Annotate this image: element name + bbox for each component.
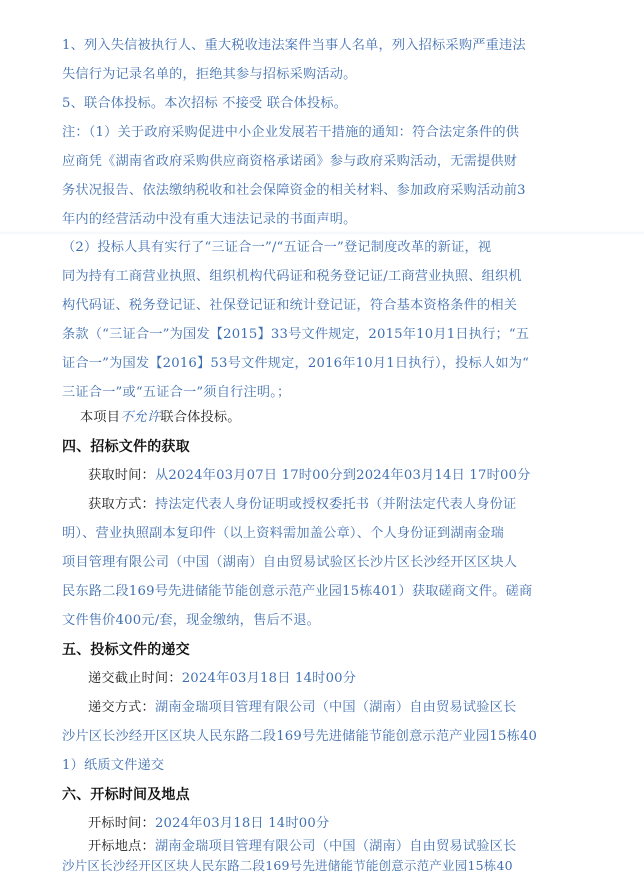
text-line: 民东路二段169号先进储能节能创意示范产业园15栋401）获取磋商文件。磋商 — [62, 584, 533, 599]
section-heading: 六、开标时间及地点 — [62, 787, 190, 803]
text-line — [88, 814, 644, 834]
text-line — [88, 669, 644, 689]
field-label: 递交方式： — [88, 700, 155, 715]
text-line: 条款（“三证合一”为国发【2015】33号文件规定，2015年10月1日执行；“五 — [62, 327, 530, 342]
field-value: 持法定代表人身份证明或授权委托书（并附法定代表人身份证 — [154, 497, 517, 512]
text-line: 证合一”为国发【2016】53号文件规定，2016年10月1日执行），投标人如为“ — [62, 356, 530, 371]
text-line — [88, 495, 644, 515]
field-value: 从2024年03月07日 17时00分到2024年03月14日 17时00分 — [154, 468, 531, 483]
section-heading: 五、投标文件的递交 — [62, 642, 190, 658]
section-heading: 四、招标文件的获取 — [62, 439, 190, 455]
field-label: 递交截止时间： — [88, 671, 182, 686]
field-value: 2024年03月18日 14时00分 — [181, 671, 357, 686]
field-label: 开标时间： — [88, 816, 155, 831]
text-line — [88, 837, 644, 857]
text-line: 失信行为记录名单的，拒绝其参与招标采购活动。 — [62, 67, 357, 82]
field-value: 湖南金瑞项目管理有限公司（中国（湖南）自由贸易试验区长 — [154, 839, 517, 854]
text-line: 1、列入失信被执行人、重大税收违法案件当事人名单，列入招标采购严重违法 — [62, 38, 526, 53]
text-line: 注：（1）关于政府采购促进中小企业发展若干措施的通知：符合法定条件的供 — [62, 125, 520, 140]
text-line — [88, 698, 644, 718]
text-line: 同为持有工商营业执照、组织机构代码证和税务登记证/工商营业执照、组织机 — [62, 269, 522, 284]
text-line — [80, 408, 644, 428]
text-line: 沙片区长沙经开区区块人民东路二段169号先进储能节能创意示范产业园15栋40 — [62, 729, 538, 744]
page-fold-divider — [0, 231, 644, 235]
text-line: 沙片区长沙经开区区块人民东路二段169号先进储能节能创意示范产业园15栋40 — [62, 858, 513, 873]
text-line: 1）纸质文件递交 — [62, 758, 165, 773]
text-line: 三证合一”或“五证合一”须自行注明。； — [62, 385, 291, 400]
line-suffix: 联合体投标。 — [160, 410, 241, 425]
text-line: 5、联合体投标。本次招标 不接受 联合体投标。 — [62, 96, 348, 111]
text-line: （2）投标人具有实行了“三证合一”/“五证合一”登记制度改革的新证，视 — [62, 240, 492, 255]
field-label: 开标地点： — [88, 839, 155, 854]
field-label: 获取方式： — [88, 497, 155, 512]
field-value: 2024年03月18日 14时00分 — [154, 816, 330, 831]
field-label: 获取时间： — [88, 468, 155, 483]
text-line: 明）、营业执照副本复印件（以上资料需加盖公章）、个人身份证到湖南金瑞 — [62, 526, 504, 541]
text-line: 务状况报告、依法缴纳税收和社会保障资金的相关材料、参加政府采购活动前3 — [62, 183, 526, 198]
text-line: 项目管理有限公司（中国（湖南）自由贸易试验区长沙片区长沙经开区区块人 — [62, 555, 518, 570]
line-prefix: 本项目 — [80, 410, 121, 425]
text-line: 文件售价400元/套，现金缴纳，售后不退。 — [62, 613, 320, 628]
text-line: 构代码证、税务登记证、社保登记证和统计登记证，符合基本资格条件的相关 — [62, 298, 518, 313]
text-line: 应商凭《湖南省政府采购供应商资格承诺函》参与政府采购活动，无需提供财 — [62, 154, 518, 169]
text-line: 年内的经营活动中没有重大违法记录的书面声明。 — [62, 212, 357, 227]
text-line — [88, 466, 644, 486]
emphasis-text: 不允许 — [120, 410, 161, 425]
field-value: 湖南金瑞项目管理有限公司（中国（湖南）自由贸易试验区长 — [154, 700, 517, 715]
